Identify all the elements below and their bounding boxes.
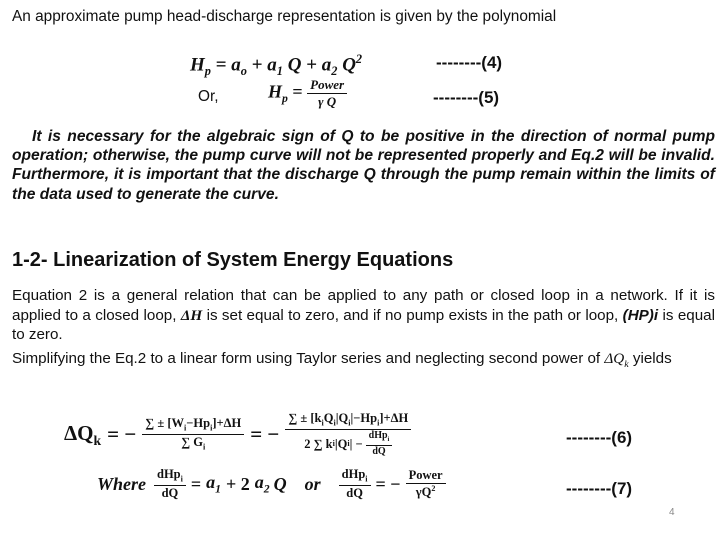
section-title: 1-2- Linearization of System Energy Equations bbox=[12, 249, 454, 271]
equation-6-label: --------(6) bbox=[566, 428, 633, 447]
equation-7: Where $\frac{dHp_i}{dQ}$ = $a_1$ + 2 $a_2$ Q or $\frac{dHp_i}{dQ}$ = − $\frac{\text{Power}}{\gamma Q^2}$ bbox=[97, 468, 446, 500]
equation-5-or: Or, bbox=[198, 88, 219, 105]
paragraph-1: Equation 2 is a general relation that can be applied to any path or closed loop in a network. If it is applied to a closed loop, ΔH is set equal to zero, and if no pump exists in the path or loop, (HP)i is equal to zero. bbox=[12, 287, 715, 343]
page-number: 4 bbox=[669, 507, 675, 518]
equation-6: $\Delta Q_k$ = − $\frac{\sum \pm [W_i-Hp_i]+\Delta H}{\sum G_i}$ = − ∑ ± $[k_iQ_i|Q_i|-Hp_i]+\Delta H$ 2 ∑ k i |Q i | − $\frac{dHp_i}{dQ}$ bbox=[64, 412, 411, 457]
equation-5: $H_p$ = $\frac{\text{Power}}{\text{γ Q}}$ bbox=[268, 78, 347, 108]
intro-text: An approximate pump head-discharge representation is given by the polynomial bbox=[12, 8, 557, 25]
equation-7-label: --------(7) bbox=[566, 479, 633, 498]
equation-5-label: --------(5) bbox=[433, 88, 500, 107]
note-paragraph: It is necessary for the algebraic sign of Q to be positive in the direction of normal pump operation; otherwise, the pump curve will not be represented properly and Eq.2 will be invalid. Furthermore, it is important that the discharge Q through the pump remain within the limits of the data used to generate the curve. bbox=[12, 128, 715, 203]
paragraph-2: Simplifying the Eq.2 to a linear form using Taylor series and neglecting second power of $\Delta Q_k$ yields bbox=[12, 350, 672, 371]
equation-4: $H_p = a_o + a_1$ $Q + a_2$ $Q^2$ bbox=[190, 52, 363, 79]
equation-4-label: --------(4) bbox=[436, 53, 503, 72]
